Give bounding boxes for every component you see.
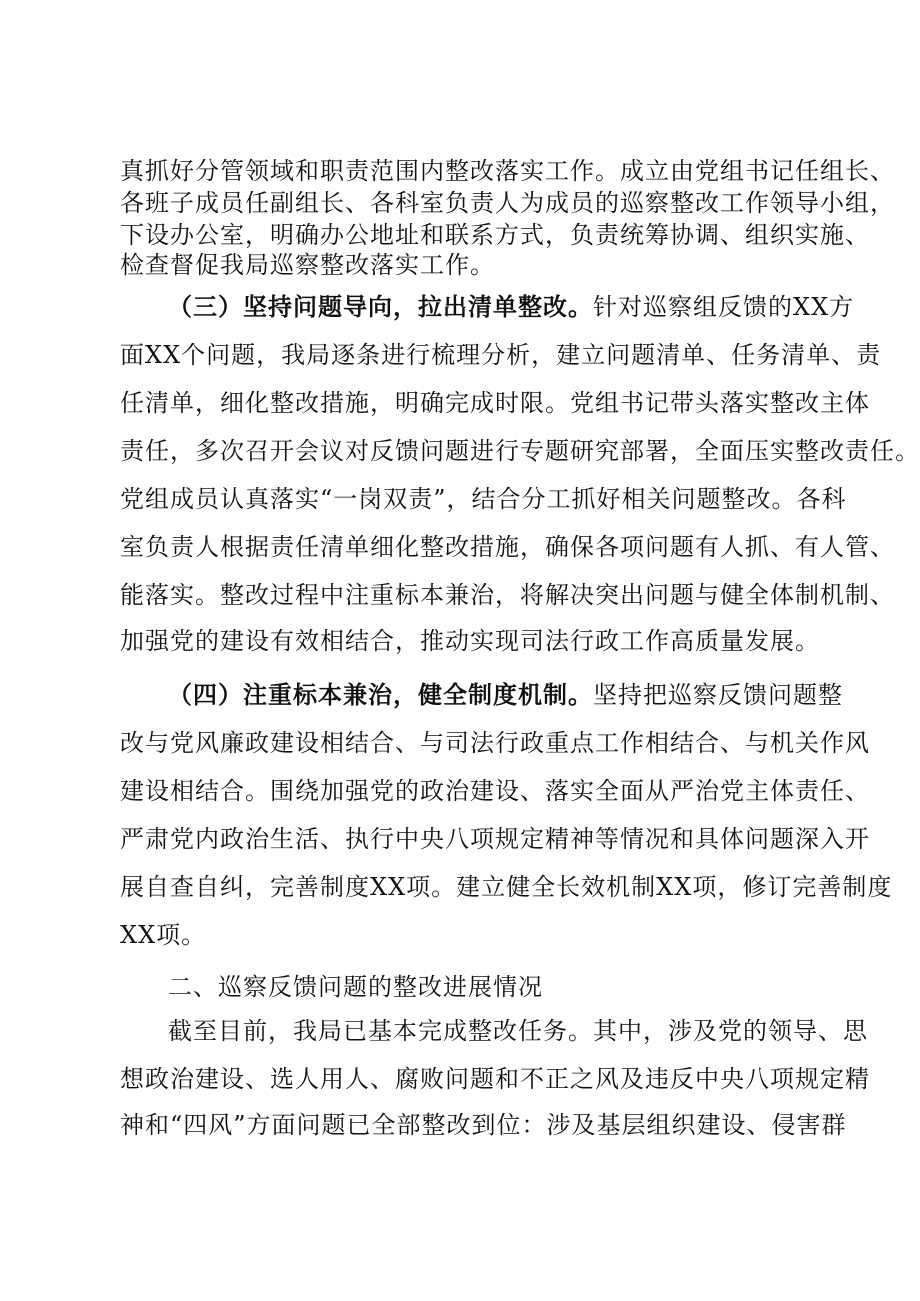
text-line: 展自查自纠，完善制度XX项。建立健全长效机制XX项，修订完善制度 <box>120 873 893 901</box>
section-4-first-line <box>168 680 843 710</box>
text-line: 改与党风廉政建设相结合、与司法行政重点工作相结合、与机关作风 <box>120 729 870 757</box>
text-span: 针对巡察组反馈的XX方 <box>593 293 855 321</box>
text-line: 想政治建设、选人用人、腐败问题和不正之风及违反中央八项规定精 <box>120 1065 870 1093</box>
text-line: 检查督促我局巡察整改落实工作。 <box>120 251 495 279</box>
text-line: 建设相结合。围绕加强党的政治建设、落实全面从严治党主体责任、 <box>120 777 870 805</box>
section-heading-2: 二、巡察反馈问题的整改进展情况 <box>168 973 543 1001</box>
text-span: 坚持把巡察反馈问题整 <box>593 681 843 709</box>
text-line: 加强党的建设有效相结合，推动实现司法行政工作高质量发展。 <box>120 627 820 655</box>
section-4-heading: （四）注重标本兼治，健全制度机制。 <box>168 680 593 709</box>
text-line: 严肃党内政治生活、执行中央八项规定精神等情况和具体问题深入开 <box>120 825 870 853</box>
text-line: 室负责人根据责任清单细化整改措施，确保各项问题有人抓、有人管、 <box>120 533 895 561</box>
section-3-heading: （三）坚持问题导向，拉出清单整改。 <box>168 292 593 321</box>
text-line: 责任，多次召开会议对反馈问题进行专题研究部署，全面压实整改责任。 <box>120 437 920 465</box>
text-line: 面XX个问题，我局逐条进行梳理分析，建立问题清单、任务清单、责 <box>120 341 882 369</box>
text-line: 截至目前，我局已基本完成整改任务。其中，涉及党的领导、思 <box>168 1017 868 1045</box>
text-line: 党组成员认真落实“一岗双责”，结合分工抓好相关问题整改。各科 <box>120 485 847 513</box>
text-line: 各班子成员任副组长、各科室负责人为成员的巡察整改工作领导小组， <box>120 189 895 217</box>
text-line: 任清单，细化整改措施，明确完成时限。党组书记带头落实整改主体 <box>120 389 870 417</box>
text-line: 真抓好分管领域和职责范围内整改落实工作。成立由党组书记任组长、 <box>120 157 895 185</box>
text-line: 下设办公室，明确办公地址和联系方式，负责统筹协调、组织实施、 <box>120 221 870 249</box>
text-line: XX项。 <box>120 921 207 949</box>
section-3-first-line <box>168 292 855 322</box>
text-line: 能落实。整改过程中注重标本兼治，将解决突出问题与健全体制机制、 <box>120 581 895 609</box>
text-line: 神和“四风”方面问题已全部整改到位：涉及基层组织建设、侵害群 <box>120 1111 847 1139</box>
